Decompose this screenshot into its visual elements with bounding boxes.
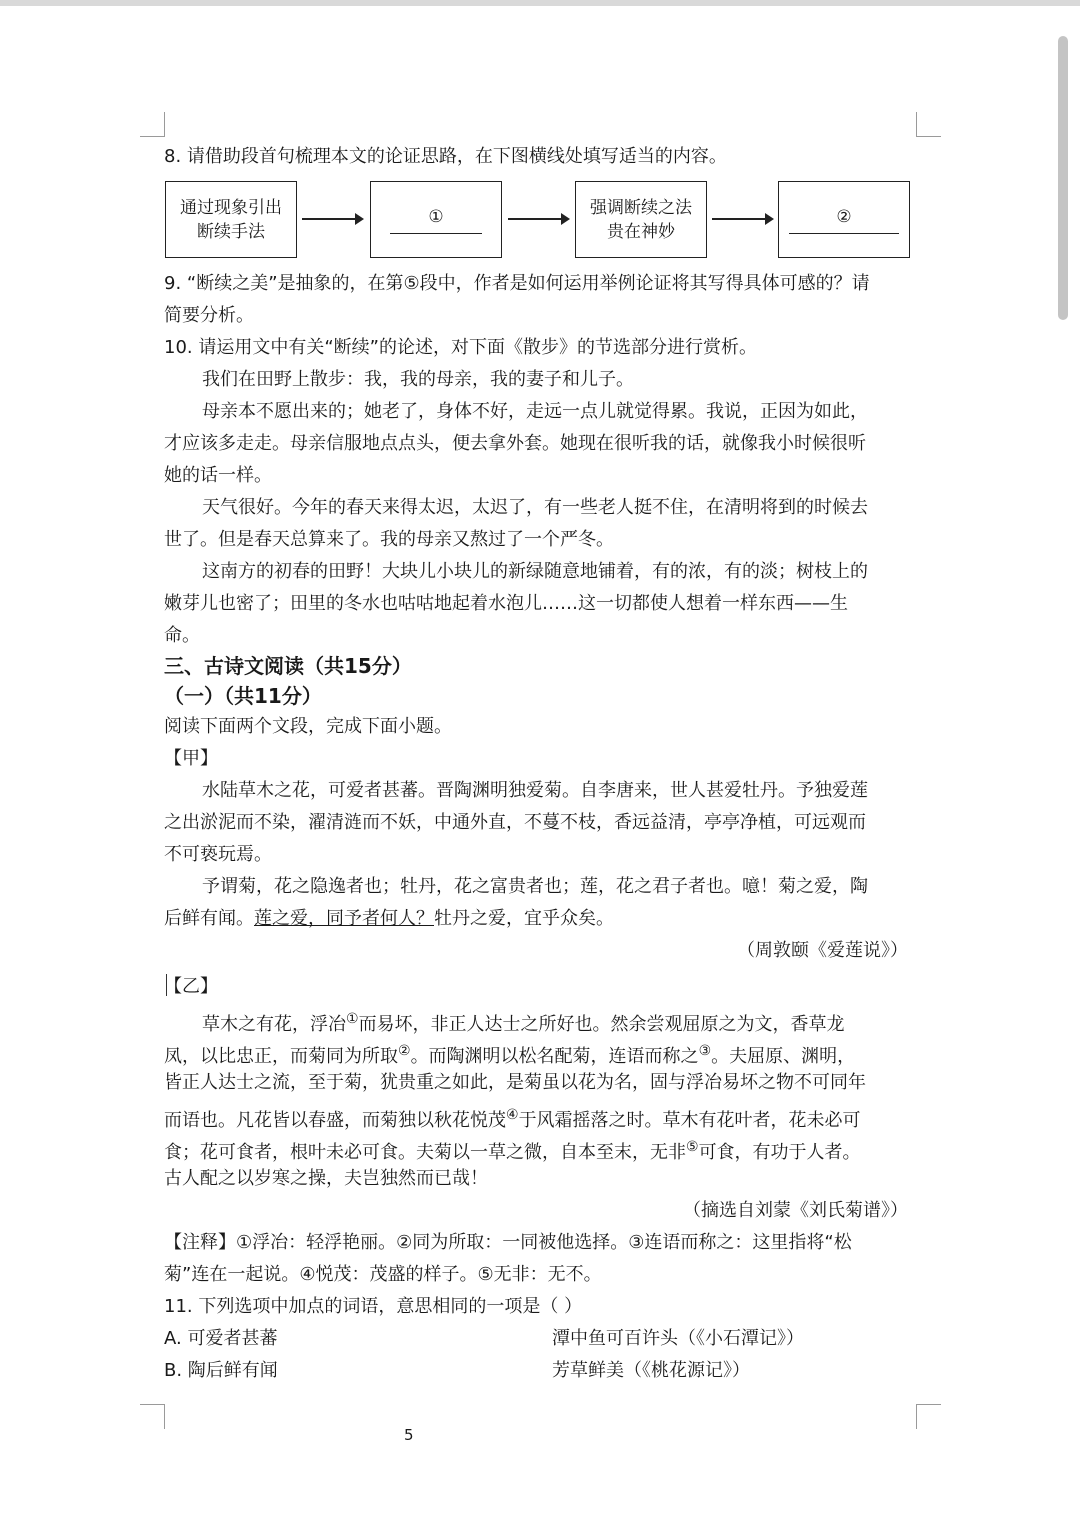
yi-text-4a: 而语也。凡花皆以春盛，而菊独以秋花悦茂 [164,1110,506,1131]
option-a: A. 可爱者甚蕃 [164,1328,278,1349]
passage-sanbu-p3-line-2: 世了。但是春天总算来了。我的母亲又熬过了一个严冬。 [164,529,614,550]
passage-jia-p1-line-1: 水陆草木之花，可爱者甚蕃。晋陶渊明独爱菊。自李唐来，世人甚爱牡丹。予独爱莲 [202,780,868,801]
answer-blank-2 [789,233,899,234]
question-11: 11. 下列选项中加点的词语，意思相同的一项是（ ） [164,1296,583,1317]
question-9-line-2: 简要分析。 [164,305,254,326]
note-mark-4: ④ [506,1107,519,1123]
section-3-heading: 三、古诗文阅读（共15分） [164,654,412,678]
crop-mark-bottom-right [916,1404,941,1429]
annotations-line-1: 【注释】①浮冶：轻浮艳丽。②同为所取：一同被他选择。③连语而称之：这里指将“松 [164,1232,852,1253]
passage-jia-p2-line-2 [164,907,614,931]
flow-box-3 [575,181,707,258]
passage-jia-p2-line-1: 予谓菊，花之隐逸者也；牡丹，花之富贵者也；莲，花之君子者也。噫！菊之爱，陶 [202,876,868,897]
flow-box-1-line-2: 断续手法 [197,221,265,242]
question-8: 8. 请借助段首句梳理本文的论证思路，在下图横线处填写适当的内容。 [164,146,727,167]
crop-mark-bottom-left [140,1404,165,1429]
reading-instruction: 阅读下面两个文段，完成下面小题。 [164,716,452,737]
passage-yi-label: 【乙】 [164,976,218,997]
question-9-line-1: 9. “断续之美”是抽象的，在第⑤段中，作者是如何运用举例论证将其写得具体可感的？请 [164,273,870,294]
note-mark-1: ① [346,1011,359,1027]
option-b: B. 陶后鲜有闻 [164,1360,278,1381]
note-mark-5: ⑤ [686,1139,699,1155]
flow-box-3-line-2: 贵在神妙 [607,221,675,242]
yi-text-2c: 。夫屈原、渊明， [711,1046,856,1067]
passage-jia-label: 【甲】 [164,748,218,769]
underlined-sentence: 莲之爱，同予者何人？ [254,908,434,929]
passage-yi-line-5 [164,1135,861,1165]
passage-yi-line-4 [164,1103,861,1133]
yi-text-1b: 而易坏，非正人达士之所好也。然余尝观屈原之为文，香草龙 [358,1014,845,1035]
note-mark-2: ② [398,1043,411,1059]
passage-jia-p1-line-3: 不可亵玩焉。 [164,844,272,865]
passage-sanbu-p3-line-1: 天气很好。今年的春天来得太迟，太迟了，有一些老人挺不住，在清明将到的时候去 [202,497,868,518]
passage-sanbu-p2-line-2: 才应该多走走。母亲信服地点点头，便去拿外套。她现在很听我的话，就像我小时候很听 [164,433,866,454]
passage-sanbu-p1: 我们在田野上散步：我，我的母亲，我的妻子和儿子。 [202,369,634,390]
annotations-line-2: 菊”连在一起说。④悦茂：茂盛的样子。⑤无非：无不。 [164,1264,602,1285]
passage-sanbu-p2-line-1: 母亲本不愿出来的；她老了，身体不好，走远一点儿就觉得累。我说，正因为如此， [202,401,868,422]
yi-text-1a: 草木之有花，浮冶 [202,1014,346,1035]
blank-marker-2: ② [836,207,852,227]
option-a-compare: 潭中鱼可百许头（《小石潭记》） [552,1328,804,1349]
page-number: 5 [404,1426,414,1444]
passage-yi-line-3: 皆正人达士之流，至于菊，犹贵重之如此，是菊虽以花为名，固与浮冶易坏之物不可同年 [164,1072,866,1093]
subsection-1-heading: （一）（共11分） [164,684,322,708]
flow-box-1-line-1: 通过现象引出 [180,197,282,218]
passage-jia-p1-line-2: 之出淤泥而不染，濯清涟而不妖，中通外直，不蔓不枝，香远益清，亭亭净植，可远观而 [164,812,866,833]
viewer-top-bar [0,0,1080,6]
yi-text-5a: 食；花可食者，根叶未必可食。夫菊以一草之微，自本至末，无非 [164,1142,686,1163]
flow-arrow-2 [508,218,568,220]
flow-box-3-line-1: 强调断续之法 [590,197,692,218]
passage-yi-line-1 [202,1007,845,1037]
flow-box-4 [778,181,910,258]
yi-text-5b: 可食，有功于人者。 [698,1142,861,1163]
passage-sanbu-p2-line-3: 她的话一样。 [164,465,272,486]
passage-yi-line-6: 古人配之以岁寒之操，夫岂独然而已哉！ [164,1168,488,1189]
passage-yi-source: （摘选自刘蒙《刘氏菊谱》） [683,1200,908,1221]
yi-text-4b: 于风霜摇落之时。草木有花叶者，花未必可 [518,1110,861,1131]
note-mark-3: ③ [698,1043,712,1059]
flow-box-1 [165,181,297,258]
scrollbar-thumb[interactable] [1058,36,1068,320]
option-b-compare: 芳草鲜美（《桃花源记》） [552,1360,750,1381]
flow-arrow-3 [712,218,772,220]
passage-jia-source: （周敦颐《爱莲说》） [737,940,908,961]
jia-text-post: 牡丹之爱，宜乎众矣。 [434,908,614,929]
yi-text-2b: 。而陶渊明以松名配菊，连语而称之 [410,1046,699,1067]
answer-blank-1 [390,233,482,234]
passage-sanbu-p4-line-1: 这南方的初春的田野！大块儿小块儿的新绿随意地铺着，有的浓，有的淡；树枝上的 [202,561,868,582]
passage-sanbu-p4-line-3: 命。 [164,625,200,646]
crop-mark-top-right [916,112,941,137]
jia-text-pre: 后鲜有闻。 [164,908,254,929]
question-10: 10. 请运用文中有关“断续”的论述，对下面《散步》的节选部分进行赏析。 [164,337,757,358]
flow-box-2 [370,181,502,258]
flow-arrow-1 [302,218,362,220]
passage-sanbu-p4-line-2: 嫩芽儿也密了；田里的冬水也咕咕地起着水泡儿……这一切都使人想着一样东西——生 [164,593,848,614]
blank-marker-1: ① [428,207,444,227]
passage-yi-line-2 [164,1039,855,1069]
yi-text-2a: 凤，以比忠正，而菊同为所取 [164,1046,398,1067]
crop-mark-top-left [140,112,165,137]
